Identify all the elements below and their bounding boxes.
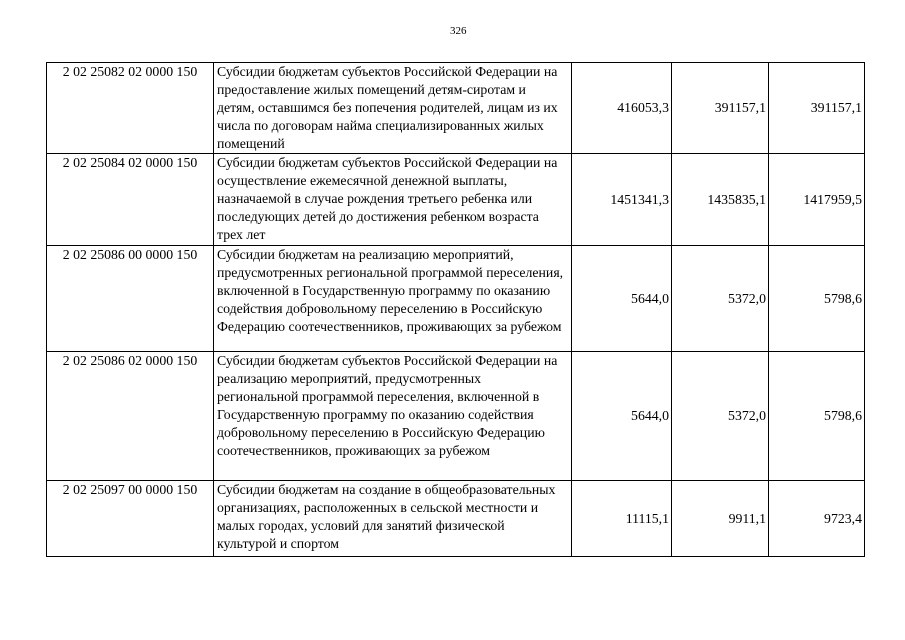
amount-cell-3: 391157,1 xyxy=(769,63,865,154)
budget-code-cell: 2 02 25082 02 0000 150 xyxy=(47,63,214,154)
table-row xyxy=(47,352,865,481)
amount-cell-3: 1417959,5 xyxy=(769,154,865,246)
description-cell xyxy=(214,154,572,246)
table-row xyxy=(47,63,865,154)
amount-cell-2: 1435835,1 xyxy=(672,154,769,246)
amount-cell-2: 9911,1 xyxy=(672,481,769,557)
description-line: Субсидии бюджетам на реализацию мероприятий, xyxy=(217,247,514,262)
amount-cell-3: 5798,6 xyxy=(769,246,865,352)
amount-cell-3: 5798,6 xyxy=(769,352,865,481)
description-cell xyxy=(214,63,572,154)
description-line: назначаемой в случае рождения третьего ребенка или xyxy=(217,191,533,206)
table-row xyxy=(47,246,865,352)
description-line: помещений xyxy=(217,136,285,151)
description-line: Субсидии бюджетам субъектов Российской Федерации на xyxy=(217,353,558,368)
description-line: трех лет xyxy=(217,227,266,242)
description-line: соотечественников, проживающих за рубежом xyxy=(217,443,490,458)
budget-code-cell: 2 02 25084 02 0000 150 xyxy=(47,154,214,246)
amount-cell-1: 416053,3 xyxy=(572,63,672,154)
budget-code-cell: 2 02 25086 00 0000 150 xyxy=(47,246,214,352)
amount-cell-2: 391157,1 xyxy=(672,63,769,154)
description-line: малых городах, условий для занятий физической xyxy=(217,518,505,533)
description-line: детям, оставшимся без попечения родителей, лицам из их xyxy=(217,100,558,115)
description-line: Федерацию соотечественников, проживающих за рубежом xyxy=(217,319,562,334)
description-line: Государственную программу по оказанию содействия xyxy=(217,407,534,422)
budget-table xyxy=(46,62,865,557)
budget-code-cell: 2 02 25086 02 0000 150 xyxy=(47,352,214,481)
description-line: культурой и спортом xyxy=(217,536,339,551)
amount-cell-2: 5372,0 xyxy=(672,352,769,481)
description-line: последующих детей до достижения ребенком возраста xyxy=(217,209,539,224)
description-cell xyxy=(214,481,572,557)
amount-cell-1: 5644,0 xyxy=(572,352,672,481)
description-line: Субсидии бюджетам на создание в общеобразовательных xyxy=(217,482,556,497)
description-line: предоставление жилых помещений детям-сиротам и xyxy=(217,82,526,97)
description-line: Субсидии бюджетам субъектов Российской Федерации на xyxy=(217,155,558,170)
description-line: региональной программой переселения, включенной в xyxy=(217,389,540,404)
description-line: добровольному переселению в Российскую Федерацию xyxy=(217,425,545,440)
description-line: осуществление ежемесячной денежной выплаты, xyxy=(217,173,508,188)
table-row xyxy=(47,154,865,246)
description-line: предусмотренных региональной программой переселения, xyxy=(217,265,564,280)
amount-cell-1: 11115,1 xyxy=(572,481,672,557)
description-line: содействия добровольному переселению в Российскую xyxy=(217,301,543,316)
amount-cell-3: 9723,4 xyxy=(769,481,865,557)
page-number: 326 xyxy=(450,25,467,37)
description-cell xyxy=(214,246,572,352)
description-line: включенной в Государственную программу по оказанию xyxy=(217,283,551,298)
description-line: числа по договорам найма специализированных жилых xyxy=(217,118,544,133)
description-cell xyxy=(214,352,572,481)
amount-cell-1: 5644,0 xyxy=(572,246,672,352)
amount-cell-2: 5372,0 xyxy=(672,246,769,352)
table-row xyxy=(47,481,865,557)
description-line: организациях, расположенных в сельской местности и xyxy=(217,500,539,515)
description-line: Субсидии бюджетам субъектов Российской Федерации на xyxy=(217,64,558,79)
budget-code-cell: 2 02 25097 00 0000 150 xyxy=(47,481,214,557)
amount-cell-1: 1451341,3 xyxy=(572,154,672,246)
description-line: реализацию мероприятий, предусмотренных xyxy=(217,371,482,386)
